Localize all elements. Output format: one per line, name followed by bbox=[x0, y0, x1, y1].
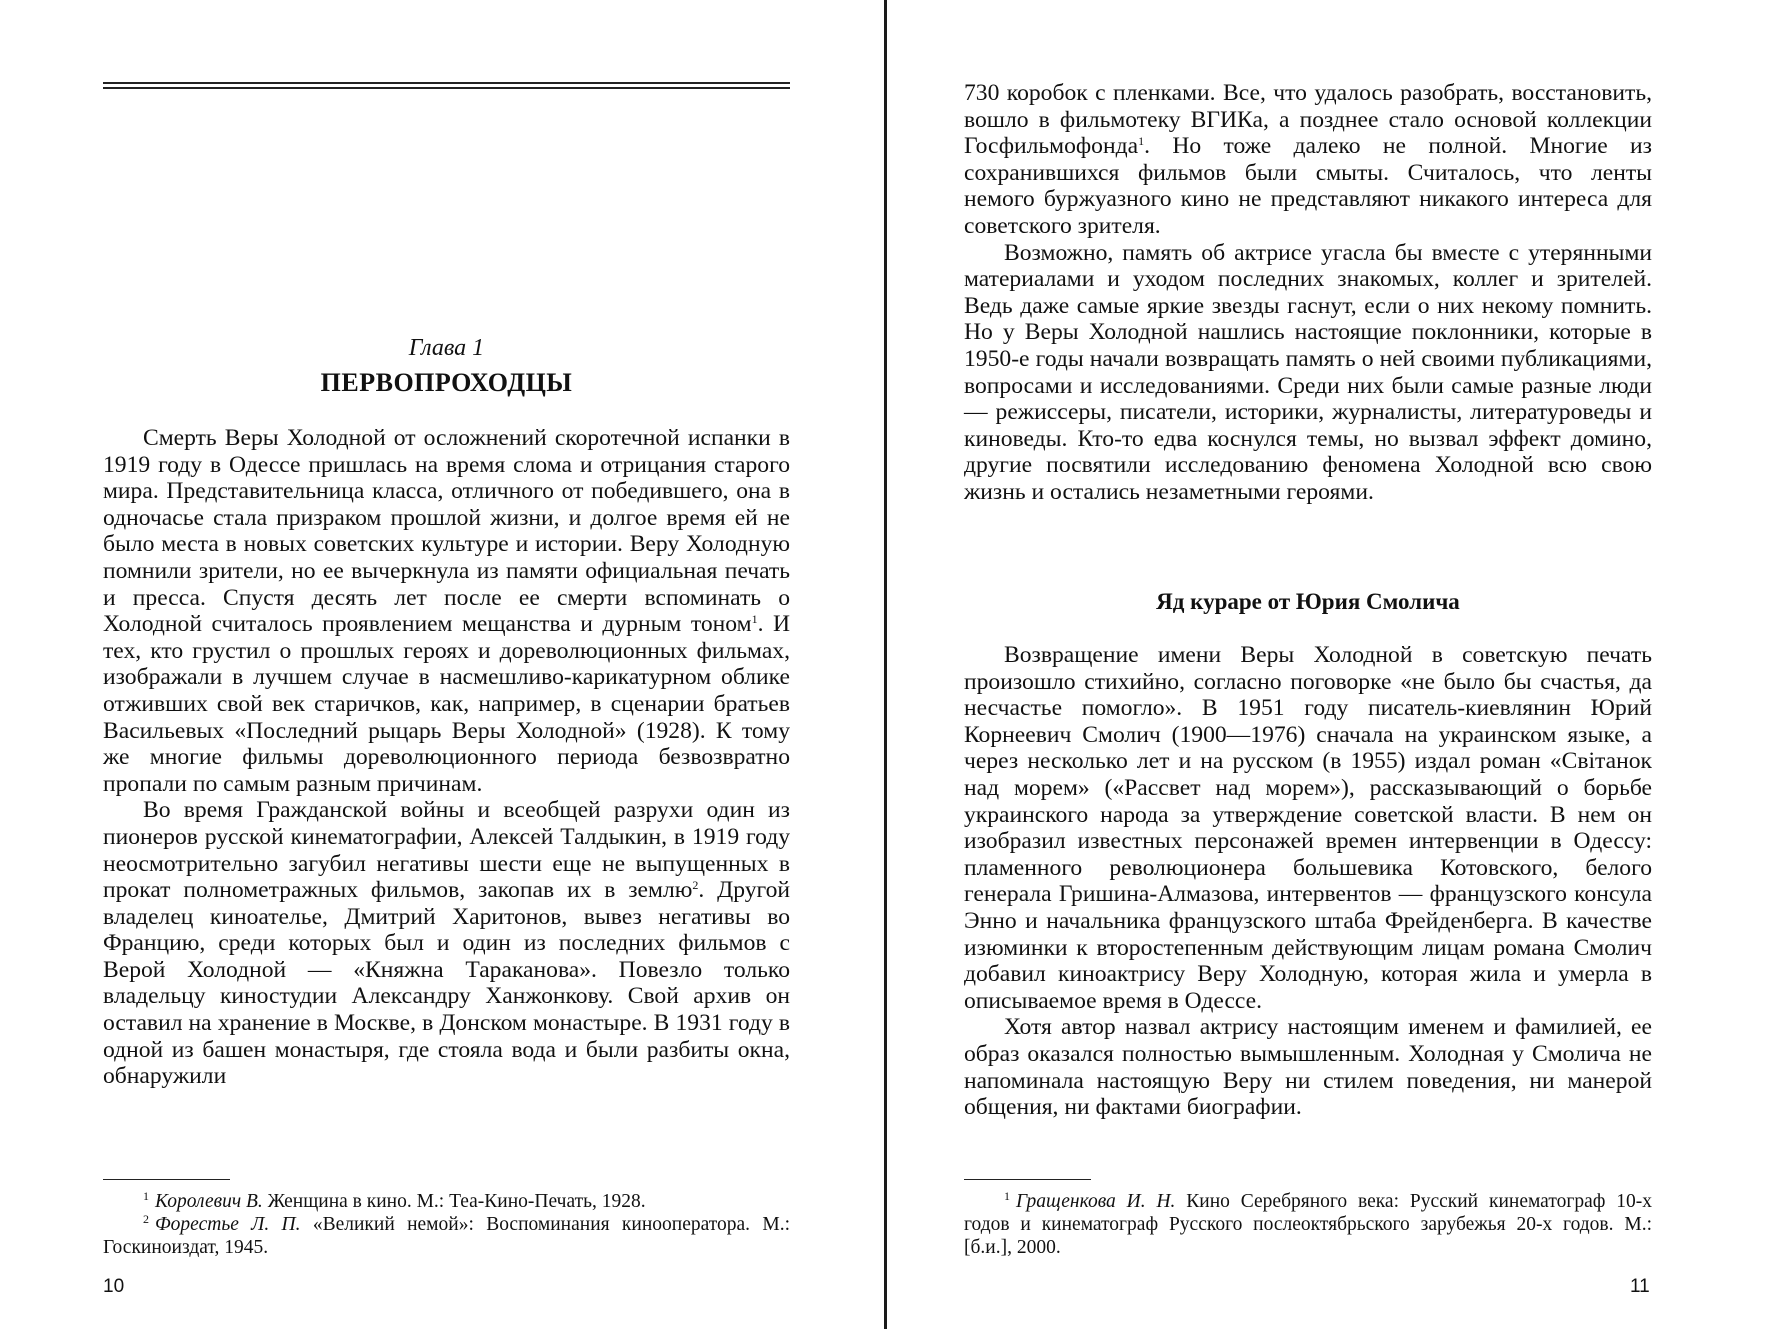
right-body-text-top bbox=[964, 80, 1652, 506]
paragraph: Хотя автор назвал актрису настоящим именем и фамилией, ее образ оказался полностью вымышленным. Холодная у Смолича не напоминала настоящую Веру ни стилем поведения, ни манерой общения, ни фактами биографии. bbox=[964, 1014, 1652, 1121]
footnote: $^2$ Форестье Л. П. «Великий немой»: Воспоминания кинооператора. М.: Госкиноиздат, 1945. bbox=[103, 1212, 791, 1258]
chapter-title: ПЕРВОПРОХОДЦЫ bbox=[320, 368, 573, 397]
left-body-text bbox=[103, 425, 790, 1090]
paragraph: Во время Гражданской войны и всеобщей разрухи один из пионеров русской кинематографии, Алексей Талдыкин, в 1919 году неосмотрительно загубил негативы шести еще не выпущенных в прокат полнометражных фильмов, закопав их в землю$^2$. Другой владелец киноателье, Дмитрий Харитонов, вывез негативы во Францию, среди которых был и один из последних фильмов с Верой Холодной — «Княжна Тараканова». Повезло только владельцу киностудии Александру Ханжонкову. Свой архив он оставил на хранение в Москве, в Донском монастыре. В 1931 году в одной из башен монастыря, где стояла вода и были разбиты окна, обнаружили bbox=[103, 797, 791, 1090]
chapter-label: Глава 1 bbox=[408, 335, 485, 361]
section-heading: Яд кураре от Юрия Смолича bbox=[1156, 589, 1460, 614]
footnote-ref: 1 bbox=[751, 612, 758, 627]
paragraph: Смерть Веры Холодной от осложнений скоротечной испанки в 1919 году в Одессе пришлась на время слома и отрицания старого мира. Представительница класса, отличного от победившего, она в одночасье стала призраком прошлой жизни, и долгое время ей не было места в новых советских культуре и истории. Веру Холодную помнили зрители, но ее вычеркнула из памяти официальная печать и пресса. Спустя десять лет после ее смерти вспоминать о Холодной считалось проявлением мещанства и дурным тоном$^1$. И тех, кто грустил о прошлых героях и дореволюционных фильмах, изображали в лучшем случае в насмешливо-карикатурном облике отживших свой век старичков, как, например, в сценарии братьев Васильевых «Последний рыцарь Веры Холодной» (1928). К тому же многие фильмы дореволюционного периода безвозвратно пропали по самым разным причинам. bbox=[103, 425, 790, 797]
footnote: $^1$ Гращенкова И. Н. Кино Серебряного века: Русский кинематограф 10-х годов и кинематограф Русского послеоктябрьского зарубежья 20-х годов. М.: [б.и.], 2000. bbox=[964, 1189, 1652, 1258]
paragraph: 730 коробок с пленками. Все, что удалось разобрать, восстановить, вошло в фильмотеку ВГИКа, а позднее стало основой коллекции Госфильмофонда$^1$. Но тоже далеко не полной. Многие из сохранившихся фильмов были смыты. Считалось, что ленты немого буржуазного кино не представляют никакого интереса для советского зрителя. bbox=[964, 80, 1652, 239]
footnote-separator bbox=[964, 1179, 1091, 1180]
footnote-ref: 1 bbox=[1138, 134, 1145, 149]
paragraph: Возвращение имени Веры Холодной в советскую печать произошло стихийно, согласно поговорке «не было бы счастья, да несчастье помогло». В 1951 году писатель-киевлянин Юрий Корнеевич Смолич (1900—1976) сначала на украинском языке, а через несколько лет и на русском (в 1955) издал роман «Світанок над морем» («Рассвет над морем»), рассказывающий о борьбе украинского народа за утверждение советской власти. В нем он изобразил известных персонажей времен интервенции в Одессу: пламенного революционера большевика Котовского, белого генерала Гришина-Алмазова, интервентов — французского консула Энно и начальника французского штаба Фрейденберга. В качестве изюминки к второстепенным действующим лицам романа Смолич добавил киноактрису Веру Холодную, которая жила и умерла в описываемое время в Одессе. bbox=[964, 642, 1652, 1014]
right-body-text-bottom bbox=[964, 642, 1652, 1121]
left-footnotes bbox=[103, 1190, 790, 1259]
header-double-rule bbox=[103, 82, 790, 89]
page-number: 11 bbox=[1630, 1276, 1650, 1297]
right-page bbox=[884, 0, 1768, 1329]
paragraph: Возможно, память об актрисе угасла бы вместе с утерянными материалами и уходом последних знакомых, коллег и зрителей. Ведь даже самые яркие звезды гаснут, если о них некому помнить. Но у Веры Холодной нашлись настоящие поклонники, которые в 1950-е годы начали возвращать память о ней своими публикациями, вопросами и исследованиями. Среди них были самые разные люди — режиссеры, писатели, историки, журналисты, литературоведы и киноведы. Кто-то едва коснулся темы, но вызвал эффект домино, другие посвятили исследованию феномена Холодной всю свою жизнь и остались незаметными героями. bbox=[964, 239, 1652, 505]
footnote: $^1$ Королевич В. Женщина в кино. М.: Теа-Кино-Печать, 1928. bbox=[143, 1189, 646, 1212]
page-number: 10 bbox=[103, 1276, 125, 1297]
footnote-ref: 2 bbox=[692, 878, 699, 893]
footnote-separator bbox=[103, 1179, 230, 1180]
right-footnotes bbox=[964, 1190, 1652, 1259]
